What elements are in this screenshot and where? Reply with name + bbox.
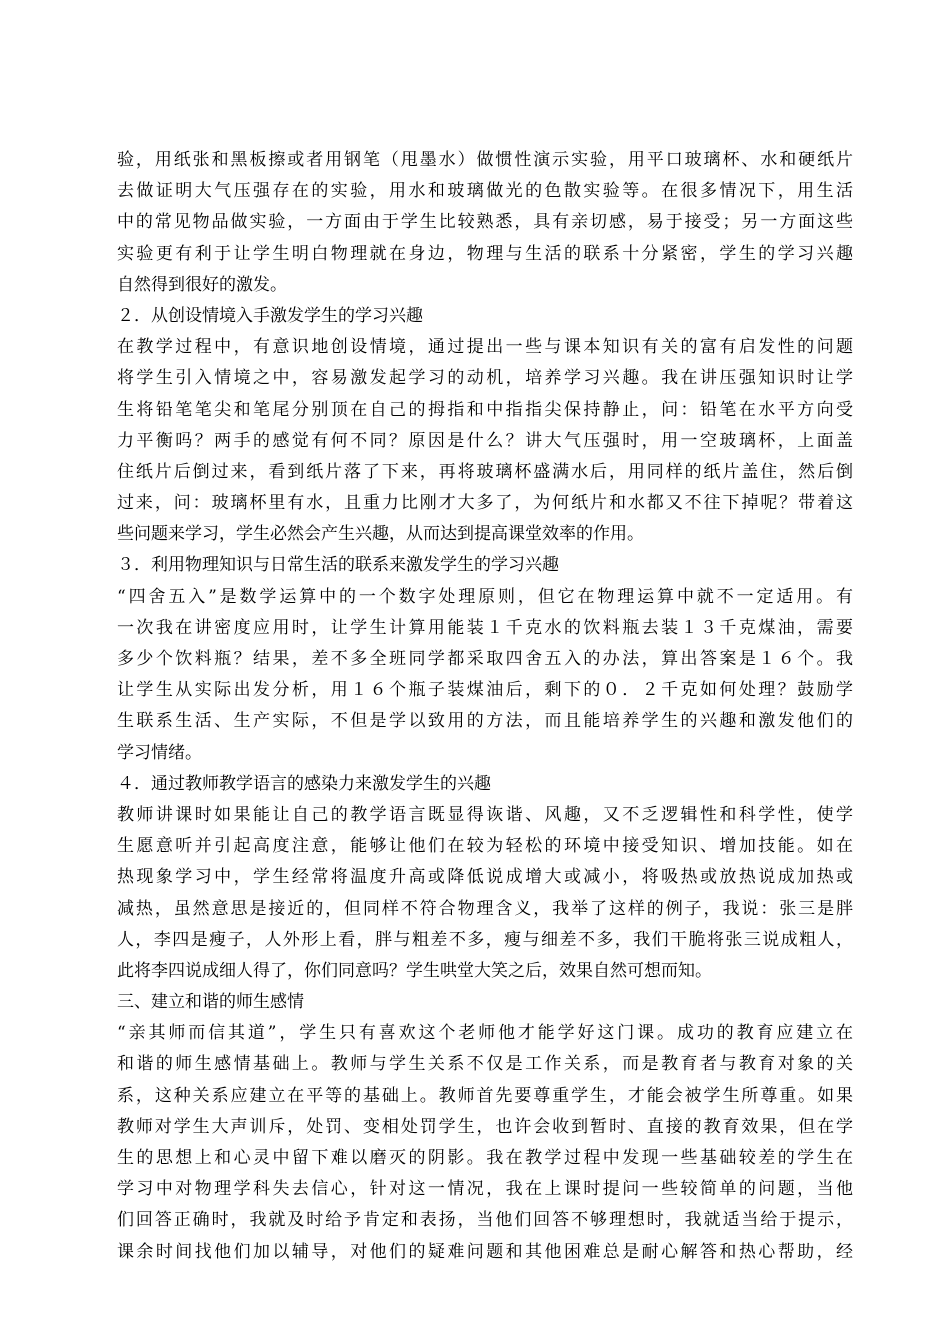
- text-line: 热现象学习中，学生经常将温度升高或降低说成增大或减小，将吸热或放热说成加热或: [117, 867, 853, 888]
- text-line: 在教学过程中，有意识地创设情境，通过提出一些与课本知识有关的富有启发性的问题: [117, 337, 853, 358]
- text-line: 减热，虽然意思是接近的，但同样不符合物理含义，我举了这样的例子，我说：张三是胖: [117, 898, 853, 919]
- text-line: 们回答正确时，我就及时给予肯定和表扬，当他们回答不够理想时，我就适当给于提示，: [117, 1210, 853, 1231]
- text-line: 让学生从实际出发分析，用１６个瓶子装煤油后，剩下的０．２千克如何处理？鼓励学: [117, 680, 853, 701]
- text-line: 中的常见物品做实验，一方面由于学生比较熟悉，具有亲切感，易于接受；另一方面这些: [117, 212, 853, 233]
- text-line: 些问题来学习，学生必然会产生兴趣，从而达到提高课堂效率的作用。: [117, 524, 644, 545]
- text-line: “四舍五入”是数学运算中的一个数字处理原则，但它在物理运算中就不一定适用。有: [117, 586, 853, 607]
- text-line: 教师讲课时如果能让自己的教学语言既显得诙谐、风趣，又不乏逻辑性和科学性，使学: [117, 804, 853, 825]
- section-heading: 三、建立和谐的师生感情: [117, 992, 304, 1013]
- text-line: 生的思想上和心灵中留下难以磨灭的阴影。我在教学过程中发现一些基础较差的学生在: [117, 1148, 853, 1168]
- text-line: “亲其师而信其道”，学生只有喜欢这个老师他才能学好这门课。成功的教育应建立在: [117, 1023, 853, 1044]
- section-heading: ２．从创设情境入手激发学生的学习兴趣: [117, 305, 423, 326]
- document-body: [117, 145, 853, 1268]
- text-line: 一次我在讲密度应用时，让学生计算用能装１千克水的饮料瓶去装１３千克煤油，需要: [117, 617, 853, 638]
- text-line: 生愿意听并引起高度注意，能够让他们在较为轻松的环境中接受知识、增加技能。如在: [117, 836, 853, 857]
- text-line: 过来，问：玻璃杯里有水，且重力比刚才大多了，为何纸片和水都又不往下掉呢？带着这: [117, 493, 853, 514]
- text-line: 去做证明大气压强存在的实验，用水和玻璃做光的色散实验等。在很多情况下，用生活: [117, 181, 853, 202]
- text-line: 实验更有利于让学生明白物理就在身边，物理与生活的联系十分紧密，学生的学习兴趣: [117, 243, 853, 264]
- text-line: 此将李四说成细人得了，你们同意吗？学生哄堂大笑之后，效果自然可想而知。: [117, 960, 712, 981]
- text-line: 学习情绪。: [117, 742, 202, 763]
- text-line: 将学生引入情境之中，容易激发起学习的动机，培养学习兴趣。我在讲压强知识时让学: [117, 368, 853, 389]
- text-line: 住纸片后倒过来，看到纸片落了下来，再将玻璃杯盛满水后，用同样的纸片盖住，然后倒: [117, 461, 853, 482]
- text-line: 系，这种关系应建立在平等的基础上。教师首先要尊重学生，才能会被学生所尊重。如果: [117, 1085, 853, 1106]
- text-line: 课余时间找他们加以辅导，对他们的疑难问题和其他困难总是耐心解答和热心帮助，经: [117, 1241, 853, 1262]
- text-line: 学习中对物理学科失去信心，针对这一情况，我在上课时提问一些较简单的问题，当他: [117, 1179, 853, 1200]
- text-line: 自然得到很好的激发。: [117, 274, 287, 295]
- text-line: 教师对学生大声训斥，处罚、变相处罚学生，也许会收到暂时、直接的教育效果，但在学: [117, 1116, 853, 1137]
- text-line: 验，用纸张和黑板擦或者用钢笔（甩墨水）做惯性演示实验，用平口玻璃杯、水和硬纸片: [117, 150, 853, 170]
- text-line: 生将铅笔笔尖和笔尾分别顶在自己的拇指和中指指尖保持静止，问：铅笔在水平方向受: [117, 399, 853, 420]
- text-line: 生联系生活、生产实际，不但是学以致用的方法，而且能培养学生的兴趣和激发他们的: [117, 711, 853, 732]
- text-line: 和谐的师生感情基础上。教师与学生关系不仅是工作关系，而是教育者与教育对象的关: [117, 1054, 853, 1075]
- section-heading: ４．通过教师教学语言的感染力来激发学生的兴趣: [117, 773, 491, 794]
- text-line: 力平衡吗？两手的感觉有何不同？原因是什么？讲大气压强时，用一空玻璃杯，上面盖: [117, 430, 853, 451]
- section-heading: ３．利用物理知识与日常生活的联系来激发学生的学习兴趣: [117, 555, 559, 576]
- text-line: 人，李四是瘦子，人外形上看，胖与粗差不多，瘦与细差不多，我们干脆将张三说成粗人，: [117, 929, 853, 950]
- text-line: 多少个饮料瓶？结果，差不多全班同学都采取四舍五入的办法，算出答案是１６个。我: [117, 649, 853, 669]
